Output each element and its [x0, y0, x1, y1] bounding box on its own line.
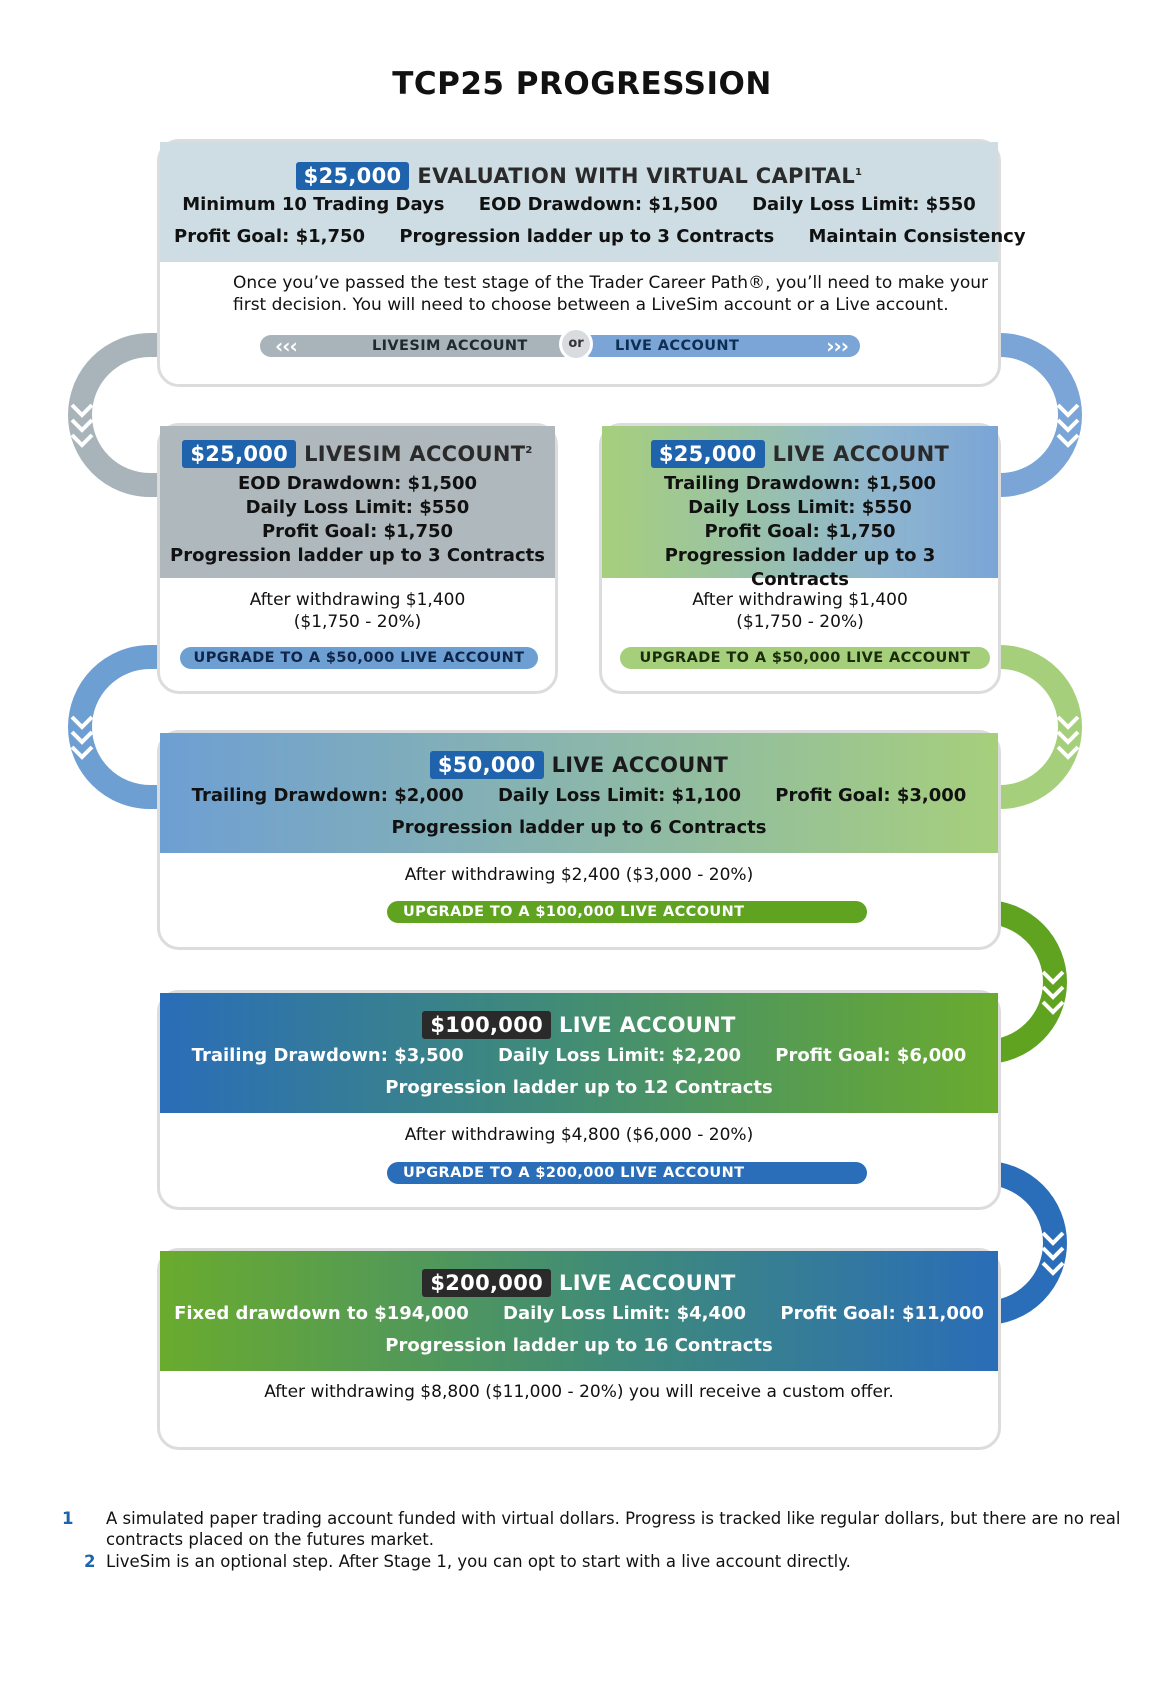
footnote-ref-1: 1 [855, 167, 863, 178]
evaluation-badge: $25,000 [296, 162, 410, 190]
footnote-2 [84, 1551, 1104, 1572]
eval-text-1: Once you’ve passed the test stage of the Trader Career Path®, you’ll need to make your [233, 273, 988, 293]
live25-after-2: ($1,750 - 20%) [736, 612, 864, 632]
footnote-2-text: LiveSim is an optional step. After Stage 1, you can opt to start with a live account directly. [106, 1552, 851, 1571]
livesim-heading: LIVESIM ACCOUNT [304, 442, 526, 466]
livesim-after-2: ($1,750 - 20%) [293, 612, 422, 632]
live100-stat: Profit Goal: $6,000 [775, 1045, 967, 1066]
eval-stat: Profit Goal: $1,750 [174, 226, 366, 247]
livesim-line: Profit Goal: $1,750 [261, 521, 454, 542]
live25-upgrade-button[interactable]: UPGRADE TO A $50,000 LIVE ACCOUNT [620, 647, 990, 669]
eval-stat: Maintain Consistency [808, 226, 1026, 247]
live50-heading: LIVE ACCOUNT [551, 753, 729, 777]
live50-stat: Trailing Drawdown: $2,000 [191, 785, 464, 806]
live50-after: After withdrawing $2,400 ($3,000 - 20%) [404, 865, 754, 885]
live-choice[interactable] [580, 335, 860, 357]
live200-heading: LIVE ACCOUNT [559, 1271, 736, 1295]
live100-upgrade-label: UPGRADE TO A $200,000 LIVE ACCOUNT [403, 1165, 745, 1181]
live25-badge: $25,000 [651, 440, 765, 468]
footnote-1-text: A simulated paper trading account funded with virtual dollars. Progress is tracked like regular dollars, but there are no real contracts placed on the futures market. [106, 1509, 1121, 1549]
live25-line: Daily Loss Limit: $550 [688, 497, 912, 518]
livesim-upgrade-button[interactable]: UPGRADE TO A $50,000 LIVE ACCOUNT [180, 647, 538, 669]
live25-line: Contracts [750, 569, 849, 590]
live200-card [157, 1248, 1001, 1450]
live-choice-label: LIVE ACCOUNT [615, 338, 740, 354]
livesim-choice[interactable] [260, 335, 580, 357]
or-separator: or [559, 327, 593, 361]
live100-ladder: Progression ladder up to 12 Contracts [385, 1077, 773, 1098]
live50-badge: $50,000 [430, 751, 544, 779]
evaluation-heading: EVALUATION WITH VIRTUAL CAPITAL [417, 164, 856, 188]
eval-stat: Minimum 10 Trading Days [182, 194, 445, 215]
live200-stat: Profit Goal: $11,000 [780, 1303, 984, 1324]
eval-text-2: first decision. You will need to choose between a LiveSim account or a Live account. [233, 295, 949, 315]
live100-stat: Trailing Drawdown: $3,500 [191, 1045, 464, 1066]
live100-badge: $100,000 [422, 1011, 551, 1039]
livesim-after-1: After withdrawing $1,400 [249, 590, 466, 610]
live200-stat: Fixed drawdown to $194,000 [174, 1303, 469, 1324]
live50-stat: Profit Goal: $3,000 [775, 785, 967, 806]
live50-ladder: Progression ladder up to 6 Contracts [391, 817, 767, 838]
eval-stat: Daily Loss Limit: $550 [752, 194, 976, 215]
live25-line: Profit Goal: $1,750 [704, 521, 896, 542]
livesim-line: Progression ladder up to 3 Contracts [170, 545, 545, 566]
livesim-badge: $25,000 [182, 440, 296, 468]
live200-after: After withdrawing $8,800 ($11,000 - 20%) you will receive a custom offer. [264, 1382, 894, 1402]
chevrons-right-icon: ››› [826, 334, 848, 358]
footnote-ref-2: 2 [525, 445, 533, 456]
live100-upgrade-button[interactable] [387, 1162, 867, 1184]
page-title: TCP25 PROGRESSION [392, 66, 772, 102]
live50-upgrade-label: UPGRADE TO A $100,000 LIVE ACCOUNT [403, 904, 745, 920]
live25-line: Progression ladder up to 3 [664, 545, 936, 566]
live25-after-1: After withdrawing $1,400 [692, 590, 908, 610]
live200-ladder: Progression ladder up to 16 Contracts [385, 1335, 773, 1356]
eval-stat: EOD Drawdown: $1,500 [478, 194, 718, 215]
eval-stat: Progression ladder up to 3 Contracts [399, 226, 775, 247]
livesim-choice-label: LIVESIM ACCOUNT [372, 338, 528, 354]
livesim-line: Daily Loss Limit: $550 [245, 497, 470, 518]
live25-heading: LIVE ACCOUNT [772, 442, 950, 466]
live200-stat: Daily Loss Limit: $4,400 [503, 1303, 747, 1324]
live25-line: Trailing Drawdown: $1,500 [663, 473, 936, 494]
live200-badge: $200,000 [422, 1269, 551, 1297]
live50-stat: Daily Loss Limit: $1,100 [497, 785, 742, 806]
footnote-2-num: 2 [84, 1552, 96, 1571]
live50-upgrade-button[interactable] [387, 901, 867, 923]
live100-stat: Daily Loss Limit: $2,200 [497, 1045, 742, 1066]
livesim-line: EOD Drawdown: $1,500 [237, 473, 478, 494]
footnote-1-num: 1 [62, 1509, 74, 1528]
chevrons-left-icon: ‹‹‹ [275, 334, 297, 358]
live100-heading: LIVE ACCOUNT [559, 1013, 736, 1037]
footnote-1 [62, 1508, 1126, 1550]
live100-after: After withdrawing $4,800 ($6,000 - 20%) [404, 1125, 754, 1145]
